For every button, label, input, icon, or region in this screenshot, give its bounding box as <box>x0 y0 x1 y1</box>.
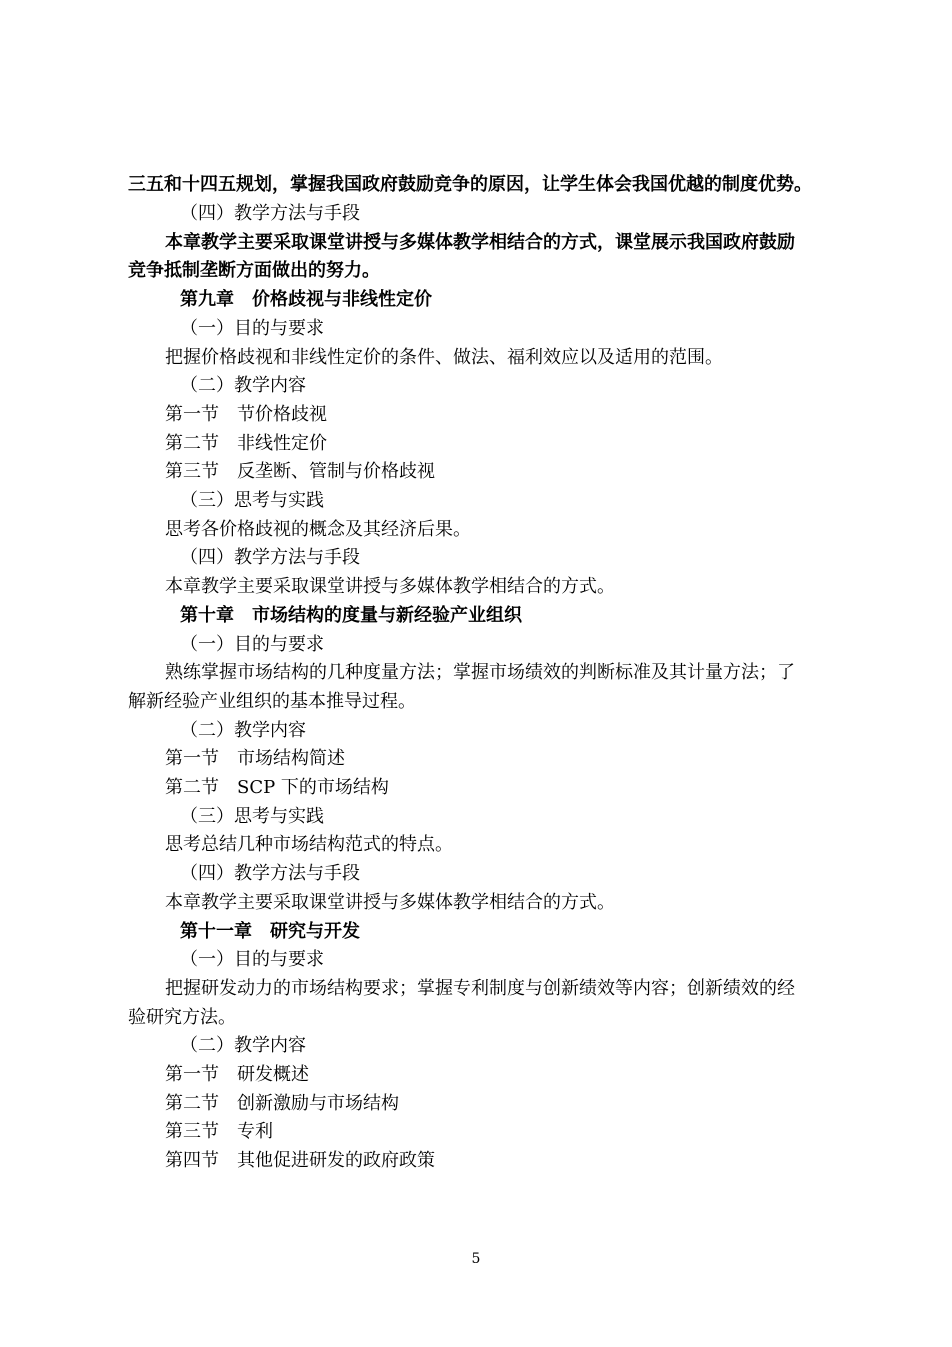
section-item: 第三节 反垄断、管制与价格歧视 <box>165 461 435 482</box>
paragraph-line: 思考总结几种市场结构范式的特点。 <box>165 834 453 855</box>
subsection-heading: （三）思考与实践 <box>180 806 324 827</box>
subsection-heading: （四）教学方法与手段 <box>180 203 360 224</box>
section-item: 第二节 创新激励与市场结构 <box>165 1093 399 1114</box>
paragraph-line: 三五和十四五规划，掌握我国政府鼓励竞争的原因，让学生体会我国优越的制度优势。 <box>128 174 812 195</box>
paragraph-line: 验研究方法。 <box>128 1007 236 1028</box>
section-item: 第二节 SCP 下的市场结构 <box>165 777 389 798</box>
subsection-heading: （一）目的与要求 <box>180 949 324 970</box>
chapter-heading: 第十一章 研究与开发 <box>180 921 360 942</box>
subsection-heading: （一）目的与要求 <box>180 318 324 339</box>
paragraph-line: 把握研发动力的市场结构要求；掌握专利制度与创新绩效等内容；创新绩效的经 <box>165 978 795 999</box>
paragraph-line: 本章教学主要采取课堂讲授与多媒体教学相结合的方式。 <box>165 576 615 597</box>
subsection-heading: （四）教学方法与手段 <box>180 863 360 884</box>
paragraph-line: 思考各价格歧视的概念及其经济后果。 <box>165 519 471 540</box>
subsection-heading: （一）目的与要求 <box>180 634 324 655</box>
paragraph-line: 本章教学主要采取课堂讲授与多媒体教学相结合的方式。 <box>165 892 615 913</box>
subsection-heading: （三）思考与实践 <box>180 490 324 511</box>
paragraph-line: 本章教学主要采取课堂讲授与多媒体教学相结合的方式，课堂展示我国政府鼓励 <box>165 232 795 253</box>
subsection-heading: （二）教学内容 <box>180 720 306 741</box>
page-number: 5 <box>471 1251 481 1267</box>
paragraph-line: 熟练掌握市场结构的几种度量方法；掌握市场绩效的判断标准及其计量方法；了 <box>165 662 795 683</box>
section-item: 第三节 专利 <box>165 1121 273 1142</box>
section-item: 第一节 节价格歧视 <box>165 404 327 425</box>
paragraph-line: 把握价格歧视和非线性定价的条件、做法、福利效应以及适用的范围。 <box>165 347 723 368</box>
chapter-heading: 第十章 市场结构的度量与新经验产业组织 <box>180 605 522 626</box>
chapter-heading: 第九章 价格歧视与非线性定价 <box>180 289 432 310</box>
section-item: 第二节 非线性定价 <box>165 433 327 454</box>
subsection-heading: （四）教学方法与手段 <box>180 547 360 568</box>
paragraph-line: 竞争抵制垄断方面做出的努力。 <box>128 260 380 281</box>
subsection-heading: （二）教学内容 <box>180 1035 306 1056</box>
subsection-heading: （二）教学内容 <box>180 375 306 396</box>
paragraph-line: 解新经验产业组织的基本推导过程。 <box>128 691 416 712</box>
section-item: 第四节 其他促进研发的政府政策 <box>165 1150 435 1171</box>
section-item: 第一节 市场结构简述 <box>165 748 345 769</box>
section-item: 第一节 研发概述 <box>165 1064 309 1085</box>
